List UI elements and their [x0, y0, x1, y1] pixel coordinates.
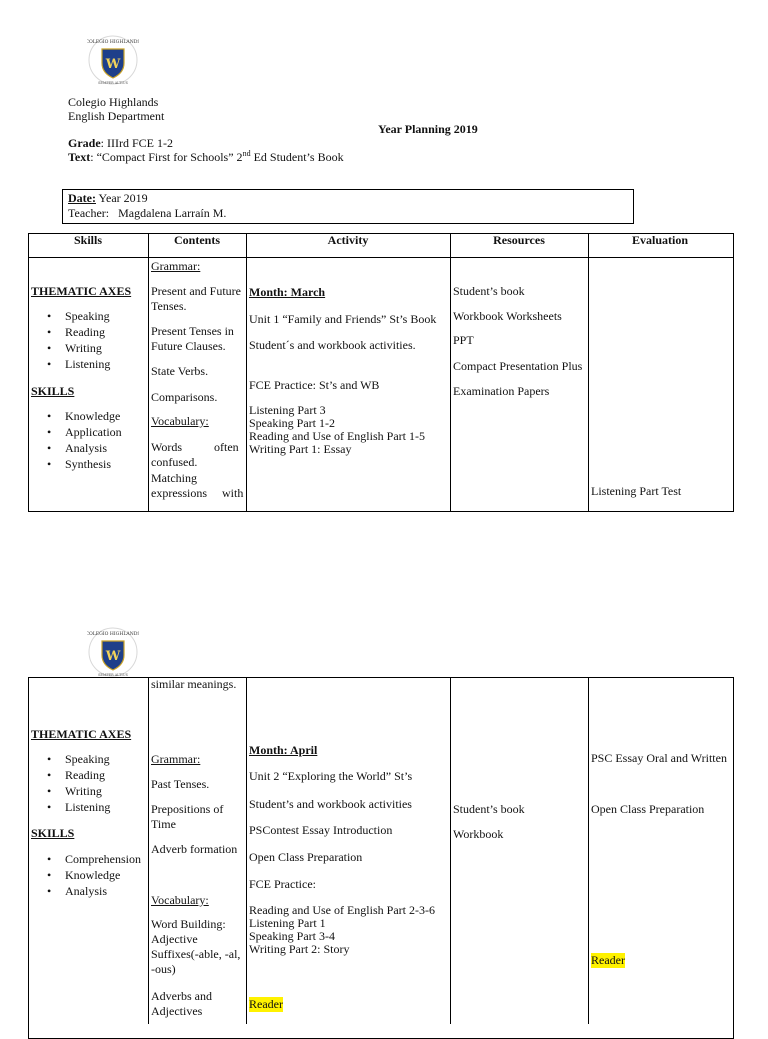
contents-word: confused. — [151, 455, 198, 469]
activity-line: Reading and Use of English Part 1-5 — [249, 429, 425, 443]
activity-month: Month: April — [249, 743, 318, 757]
date-label: Date: — [68, 191, 96, 205]
logo-crest-letter: W — [105, 57, 121, 72]
logo-motto: SEMPER ALTIUS — [98, 81, 128, 85]
activity-parts — [249, 904, 435, 956]
activity-line: Writing Part 2: Story — [249, 942, 350, 956]
activity-line: Speaking Part 1-2 — [249, 416, 335, 430]
logo-crest-letter: W — [105, 649, 121, 664]
table2-col-divider — [588, 677, 589, 1024]
resource-item: PPT — [453, 333, 474, 347]
text-value-sup: nd — [242, 149, 251, 158]
contents-item — [151, 989, 212, 1019]
text-value: : “Compact First for Schools” 2 — [90, 150, 243, 164]
thematic-axes-heading: THEMATIC AXES — [31, 727, 132, 741]
contents-line: -ous) — [151, 962, 176, 976]
contents-word: often — [214, 440, 239, 454]
activity-item: FCE Practice: — [249, 877, 316, 891]
list-item: • Knowledge — [28, 867, 141, 883]
vocabulary-heading: Vocabulary: — [151, 414, 209, 428]
col-header-evaluation: Evaluation — [631, 233, 688, 247]
list-item: • Listening — [28, 356, 110, 372]
text-value-end: Ed Student’s Book — [250, 150, 344, 164]
list-item: • Speaking — [28, 751, 110, 767]
table1-col-divider — [450, 233, 451, 511]
resource-item: Student’s book — [453, 284, 525, 298]
contents-item — [151, 324, 234, 354]
department-name: English Department — [68, 109, 165, 123]
list-item: • Analysis — [28, 440, 122, 456]
contents-word: Matching — [151, 471, 197, 485]
thematic-axes-heading: THEMATIC AXES — [31, 284, 132, 298]
skills-heading: SKILLS — [31, 384, 75, 398]
activity-line: Speaking Part 3-4 — [249, 929, 335, 943]
activity-line: Reading and Use of English Part 2-3-6 — [249, 903, 435, 917]
contents-line: Suffixes(-able, -al, — [151, 947, 241, 961]
resource-item: Workbook Worksheets — [453, 309, 562, 323]
contents-line: Tenses. — [151, 299, 187, 313]
activity-item: PSContest Essay Introduction — [249, 823, 393, 837]
activity-item: Open Class Preparation — [249, 850, 363, 864]
col-header-resources: Resources — [493, 233, 545, 247]
grammar-heading: Grammar: — [151, 752, 201, 766]
contents-line: Present Tenses in — [151, 324, 234, 338]
activity-item: FCE Practice: St’s and WB — [249, 378, 380, 392]
activity-parts — [249, 404, 425, 456]
grade-label: Grade — [68, 136, 101, 150]
teacher-value: Magdalena Larraín M. — [118, 206, 227, 220]
table1-col-divider — [246, 233, 247, 511]
planning-table-page1 — [28, 233, 734, 512]
contents-item — [151, 917, 240, 977]
contents-item — [151, 802, 223, 832]
activity-reader-highlight: Reader — [249, 997, 283, 1011]
activity-item: Student´s and workbook activities. — [249, 338, 416, 352]
list-item: • Reading — [28, 767, 110, 783]
contents-line: Prepositions of — [151, 802, 224, 816]
date-line — [68, 191, 148, 206]
activity-line: Listening Part 3 — [249, 403, 326, 417]
table1-col-divider — [588, 233, 589, 511]
school-crest-logo — [87, 34, 139, 86]
teacher-label: Teacher: — [68, 206, 110, 220]
list-item: • Synthesis — [28, 456, 122, 472]
activity-month: Month: March — [249, 285, 326, 299]
list-item: • Comprehension — [28, 851, 141, 867]
list-item: • Listening — [28, 799, 110, 815]
resource-item: Examination Papers — [453, 384, 550, 398]
table2-col-divider — [246, 677, 247, 1024]
list-item: • Knowledge — [28, 408, 122, 424]
grade-value: : IIIrd FCE 1-2 — [100, 136, 173, 150]
contents-item: Adverb formation — [151, 842, 238, 856]
contents-line: Word Building: — [151, 917, 226, 931]
school-crest-logo — [87, 626, 139, 678]
teacher-line — [68, 206, 226, 221]
school-name: Colegio Highlands — [68, 95, 159, 109]
grade-line — [68, 136, 173, 151]
contents-word: Words — [151, 440, 183, 454]
document-title: Year Planning 2019 — [378, 122, 478, 136]
contents-line: Adverbs and — [151, 989, 212, 1003]
grammar-heading: Grammar: — [151, 259, 201, 273]
evaluation-reader-highlight: Reader — [591, 953, 625, 967]
evaluation-item: PSC Essay Oral and Written — [591, 751, 727, 765]
contents-line: Adjectives — [151, 1004, 203, 1018]
resource-item: Workbook — [453, 827, 504, 841]
contents-line: Time — [151, 817, 176, 831]
logo-motto: SEMPER ALTIUS — [98, 673, 128, 677]
contents-item: Past Tenses. — [151, 777, 210, 791]
contents-line: Present and Future — [151, 284, 241, 298]
contents-item — [151, 284, 241, 314]
activity-line: Listening Part 1 — [249, 916, 326, 930]
thematic-axes-list — [28, 751, 110, 815]
skills-list — [28, 408, 122, 472]
skills-heading: SKILLS — [31, 826, 75, 840]
list-item: • Reading — [28, 324, 110, 340]
list-item: • Analysis — [28, 883, 141, 899]
contents-word: expressions — [151, 486, 207, 500]
contents-line: Future Clauses. — [151, 339, 226, 353]
col-header-activity: Activity — [327, 233, 369, 247]
logo-school-name: COLEGIO HIGHLANDS — [87, 40, 139, 45]
activity-item: Student’s and workbook activities — [249, 797, 412, 811]
table2-col-divider — [148, 677, 149, 1024]
resource-item: Compact Presentation Plus — [453, 359, 583, 373]
text-label: Text — [68, 150, 91, 164]
contents-continuation: similar meanings. — [151, 677, 237, 691]
list-item: • Application — [28, 424, 122, 440]
contents-line: Adjective — [151, 932, 198, 946]
skills-list — [28, 851, 141, 899]
list-item: • Writing — [28, 783, 110, 799]
text-line — [68, 150, 344, 165]
table1-header-divider — [28, 257, 733, 258]
logo-school-name: COLEGIO HIGHLANDS — [87, 632, 139, 637]
contents-word: with — [222, 486, 244, 500]
evaluation-item: Listening Part Test — [591, 484, 682, 498]
resource-item: Student’s book — [453, 802, 525, 816]
date-value: Year 2019 — [95, 191, 148, 205]
evaluation-item: Open Class Preparation — [591, 802, 705, 816]
table1-col-divider — [148, 233, 149, 511]
contents-item: State Verbs. — [151, 364, 209, 378]
thematic-axes-list — [28, 308, 110, 372]
col-header-skills: Skills — [73, 233, 103, 247]
table2-col-divider — [450, 677, 451, 1024]
vocabulary-heading: Vocabulary: — [151, 893, 209, 907]
activity-line: Writing Part 1: Essay — [249, 442, 352, 456]
col-header-contents: Contents — [173, 233, 220, 247]
activity-unit: Unit 1 “Family and Friends” St’s Book — [249, 312, 437, 326]
contents-item: Comparisons. — [151, 390, 218, 404]
list-item: • Speaking — [28, 308, 110, 324]
list-item: • Writing — [28, 340, 110, 356]
activity-unit: Unit 2 “Exploring the World” St’s — [249, 769, 413, 783]
